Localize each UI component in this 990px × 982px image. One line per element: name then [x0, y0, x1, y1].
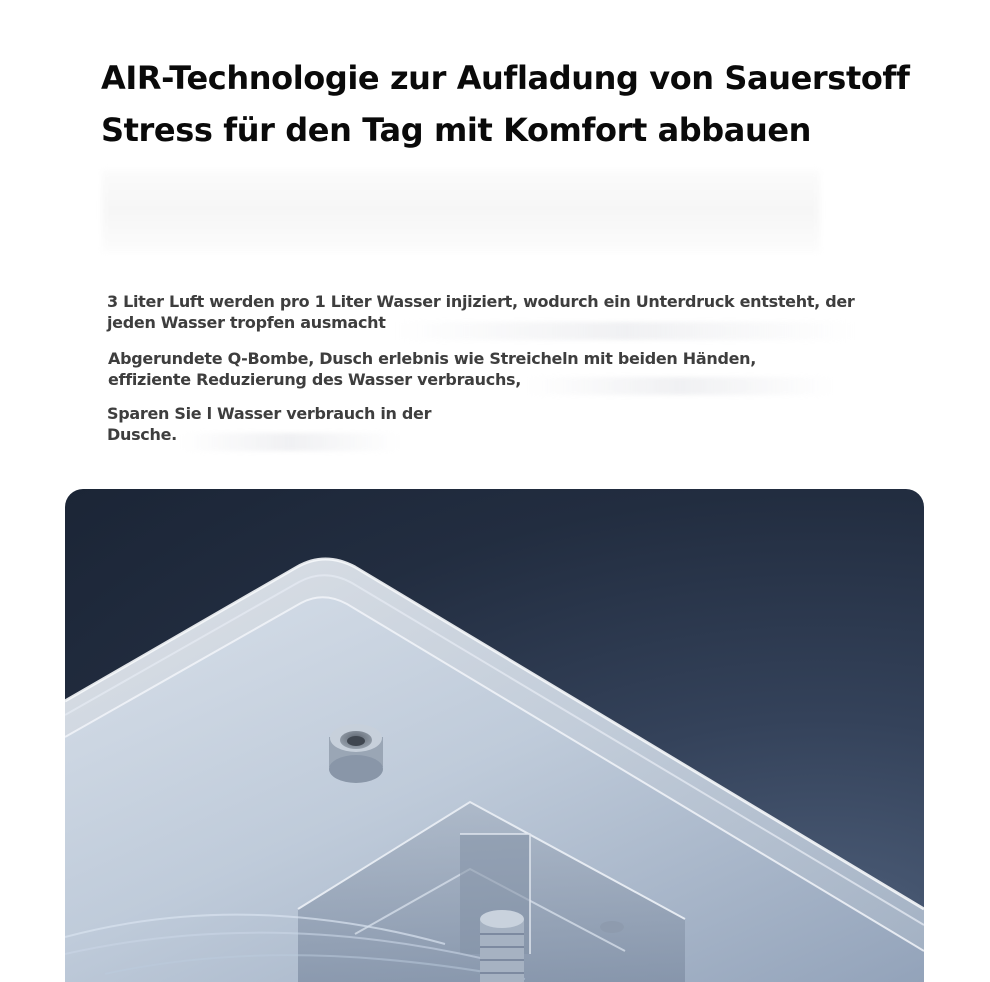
paragraph-1-line-2: jeden Wasser tropfen ausmacht	[107, 313, 386, 332]
page-headline	[101, 52, 921, 156]
shower-head-illustration	[65, 489, 924, 982]
shower-head-product-image	[65, 489, 924, 982]
paragraph-1-line-1: 3 Liter Luft werden pro 1 Liter Wasser injiziert, wodurch ein Unterdruck entsteht, der	[107, 292, 855, 311]
feature-paragraph-water-saving	[107, 403, 431, 445]
feature-paragraph-air-injection	[107, 291, 855, 333]
paragraph-2-line-1: Abgerundete Q-Bombe, Dusch erlebnis wie Streicheln mit beiden Händen,	[108, 349, 757, 368]
paragraph-3-line-1: Sparen Sie l Wasser verbrauch in der	[107, 404, 432, 423]
blurred-subtitle-band	[102, 170, 820, 252]
paragraph-2-line-2: effiziente Reduzierung des Wasser verbrauchs,	[108, 370, 522, 389]
headline-line-2: Stress für den Tag mit Komfort abbauen	[101, 111, 812, 149]
headline-line-1: AIR-Technologie zur Aufladung von Sauerstoff	[101, 59, 910, 97]
paragraph-3-line-2: Dusche.	[107, 425, 177, 444]
feature-paragraph-rounded-head	[108, 348, 756, 390]
